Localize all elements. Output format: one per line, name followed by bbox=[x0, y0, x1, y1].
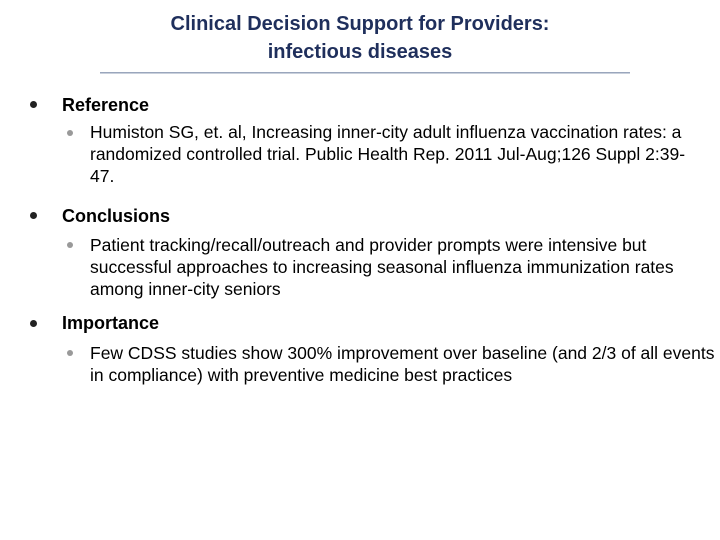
reference-citation: Humiston SG, et. al, Increasing inner-city adult influenza vaccination rates: a randomized controlled trial. Public Health Rep. 2011 Jul-Aug;126 Suppl 2:39-47. bbox=[90, 122, 686, 186]
importance-text: Few CDSS studies show 300% improvement over baseline (and 2/3 of all events in compliance) with preventive medicine best practices bbox=[90, 343, 715, 385]
sub-bullet-dot-reference bbox=[67, 130, 73, 136]
title-line-1: Clinical Decision Support for Providers: bbox=[170, 13, 550, 35]
bullet-dot-importance bbox=[30, 320, 37, 327]
section-heading-importance: Importance bbox=[62, 313, 160, 333]
sub-bullet-dot-conclusions bbox=[67, 242, 73, 248]
title-divider bbox=[100, 72, 630, 74]
conclusions-text: Patient tracking/recall/outreach and provider prompts were intensive but successful approaches to increasing seasonal influenza immunization rates among inner-city seniors bbox=[90, 235, 674, 299]
section-heading-conclusions: Conclusions bbox=[62, 206, 171, 226]
title-line-2: infectious diseases bbox=[267, 41, 453, 63]
sub-bullet-dot-importance bbox=[67, 350, 73, 356]
bullet-dot-reference bbox=[30, 101, 37, 108]
section-heading-reference: Reference bbox=[62, 95, 150, 115]
slide-title bbox=[0, 10, 720, 66]
bullet-dot-conclusions bbox=[30, 212, 37, 219]
